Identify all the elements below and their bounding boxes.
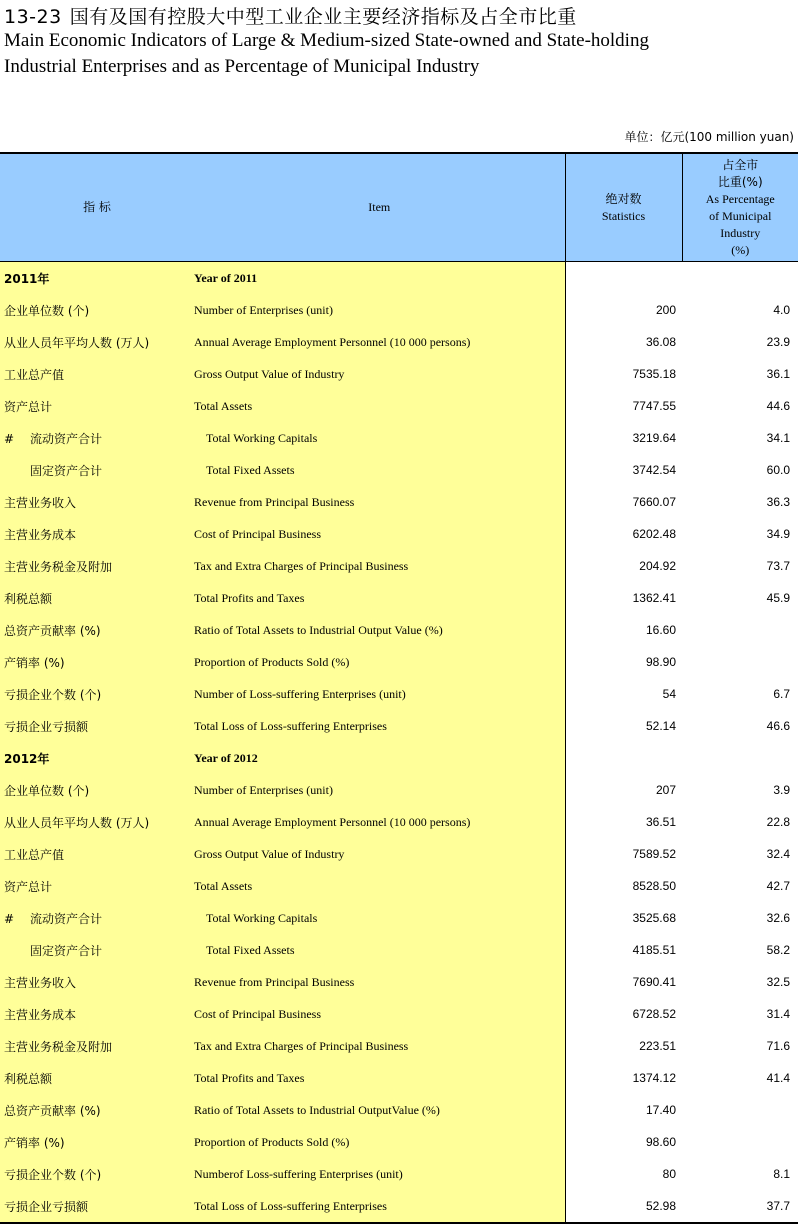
indicator-cn: 亏损企业个数 (个): [4, 1168, 101, 1182]
percentage-value: 41.4: [682, 1062, 798, 1094]
indicator-en-cell: [194, 486, 565, 518]
indicator-cn: 从业人员年平均人数 (万人): [4, 336, 149, 350]
percentage-value: 42.7: [682, 870, 798, 902]
statistics-value: 36.51: [565, 806, 682, 838]
indicator-en: Annual Average Employment Personnel (10 000 persons): [194, 335, 470, 349]
indicator-cn: 固定资产合计: [30, 944, 102, 958]
indicator-cn-cell: [0, 358, 194, 390]
indicator-en-cell: [194, 646, 565, 678]
percentage-value: 6.7: [682, 678, 798, 710]
statistics-value: 17.40: [565, 1094, 682, 1126]
indicator-en-cell: [194, 1062, 565, 1094]
indicator-en: Total Assets: [194, 879, 252, 893]
indicator-cn: 主营业务收入: [4, 496, 76, 510]
indicator-cn: 资产总计: [4, 400, 52, 414]
sub-item-marker: #: [4, 912, 30, 926]
header-indicator-label: 指 标: [83, 200, 111, 214]
percentage-value: 37.7: [682, 1190, 798, 1223]
indicator-cn: 企业单位数 (个): [4, 784, 89, 798]
indicator-cn-cell: [0, 518, 194, 550]
indicator-cn: 亏损企业个数 (个): [4, 688, 101, 702]
indicator-cn-cell: [0, 710, 194, 742]
indicator-en-cell: [194, 1190, 565, 1223]
indicator-en: Number of Loss-suffering Enterprises (unit): [194, 687, 406, 701]
statistics-value: 7589.52: [565, 838, 682, 870]
indicator-cn: 亏损企业亏损额: [4, 1200, 88, 1214]
percentage-value: 36.3: [682, 486, 798, 518]
indicator-cn-cell: [0, 582, 194, 614]
indicator-en-cell: [194, 838, 565, 870]
header-pct-en4: (%): [683, 242, 798, 259]
indicator-cn-cell: [0, 902, 194, 934]
table-row: [0, 902, 798, 934]
table-row: [0, 838, 798, 870]
indicator-cn-cell: [0, 1126, 194, 1158]
percentage-value: 71.6: [682, 1030, 798, 1062]
year-label-en: Year of 2012: [194, 742, 565, 774]
indicator-en: Proportion of Products Sold (%): [194, 1135, 349, 1149]
indicator-cn: 资产总计: [4, 880, 52, 894]
table-row: [0, 678, 798, 710]
table-row: [0, 934, 798, 966]
indicator-en-cell: [194, 806, 565, 838]
header-indicator: [0, 153, 194, 262]
indicator-cn-cell: [0, 998, 194, 1030]
indicator-en: Cost of Principal Business: [194, 1007, 321, 1021]
indicator-cn: 主营业务税金及附加: [4, 1040, 112, 1054]
statistics-value: 3742.54: [565, 454, 682, 486]
header-pct-cn2: 比重(%): [683, 174, 798, 191]
table-row: [0, 454, 798, 486]
indicator-en: Total Fixed Assets: [194, 463, 295, 477]
indicator-en-cell: [194, 1094, 565, 1126]
table-row: [0, 710, 798, 742]
indicator-en-cell: [194, 902, 565, 934]
indicator-en-cell: [194, 390, 565, 422]
indicator-en-cell: [194, 582, 565, 614]
indicator-en: Total Loss of Loss-suffering Enterprises: [194, 719, 387, 733]
indicator-cn-cell: [0, 1094, 194, 1126]
indicator-cn: 利税总额: [4, 592, 52, 606]
indicator-cn: 产销率 (%): [4, 1136, 65, 1150]
indicator-en-cell: [194, 326, 565, 358]
statistics-value: 6202.48: [565, 518, 682, 550]
indicator-cn-cell: [0, 1158, 194, 1190]
indicator-cn: 主营业务税金及附加: [4, 560, 112, 574]
year-stat-empty: [565, 262, 682, 295]
indicator-cn-cell: [0, 934, 194, 966]
statistics-value: 223.51: [565, 1030, 682, 1062]
table-row: [0, 998, 798, 1030]
indicator-en-cell: [194, 710, 565, 742]
statistics-value: 207: [565, 774, 682, 806]
indicator-en-cell: [194, 1030, 565, 1062]
percentage-value: 34.1: [682, 422, 798, 454]
statistics-value: 6728.52: [565, 998, 682, 1030]
table-row: [0, 390, 798, 422]
table-row: [0, 422, 798, 454]
indicator-cn: 流动资产合计: [30, 912, 102, 926]
indicator-en: Annual Average Employment Personnel (10 000 persons): [194, 815, 470, 829]
statistics-value: 98.60: [565, 1126, 682, 1158]
table-row: [0, 326, 798, 358]
statistics-value: 16.60: [565, 614, 682, 646]
indicator-cn: 企业单位数 (个): [4, 304, 89, 318]
indicator-cn-cell: [0, 326, 194, 358]
indicator-en: Cost of Principal Business: [194, 527, 321, 541]
indicator-cn-cell: [0, 678, 194, 710]
percentage-value: [682, 1126, 798, 1158]
indicator-en: Tax and Extra Charges of Principal Business: [194, 559, 408, 573]
table-row: [0, 294, 798, 326]
indicator-cn: 亏损企业亏损额: [4, 720, 88, 734]
year-row: [0, 262, 798, 295]
indicator-cn-cell: [0, 454, 194, 486]
indicator-en-cell: [194, 934, 565, 966]
year-label-en: Year of 2011: [194, 262, 565, 295]
statistics-value: 52.98: [565, 1190, 682, 1223]
percentage-value: 46.6: [682, 710, 798, 742]
table-row: [0, 550, 798, 582]
sub-item-marker: #: [4, 432, 30, 446]
indicator-en-cell: [194, 294, 565, 326]
statistics-value: 4185.51: [565, 934, 682, 966]
table-row: [0, 358, 798, 390]
table-row: [0, 486, 798, 518]
indicator-cn-cell: [0, 966, 194, 998]
table-row: [0, 1190, 798, 1223]
indicator-en: Ratio of Total Assets to Industrial OutputValue (%): [194, 1103, 440, 1117]
indicator-cn-cell: [0, 838, 194, 870]
statistics-value: 3525.68: [565, 902, 682, 934]
table-body: [0, 262, 798, 1224]
header-statistics: [565, 153, 682, 262]
header-stat-cn: 绝对数: [566, 191, 682, 208]
table-row: [0, 966, 798, 998]
percentage-value: 3.9: [682, 774, 798, 806]
indicator-en-cell: [194, 966, 565, 998]
percentage-value: 36.1: [682, 358, 798, 390]
header-item: [194, 153, 565, 262]
indicator-cn: 工业总产值: [4, 368, 64, 382]
indicator-cn: 总资产贡献率 (%): [4, 624, 101, 638]
table-row: [0, 582, 798, 614]
indicator-cn-cell: [0, 294, 194, 326]
year-row: [0, 742, 798, 774]
indicator-cn: 产销率 (%): [4, 656, 65, 670]
indicator-cn: 利税总额: [4, 1072, 52, 1086]
percentage-value: 4.0: [682, 294, 798, 326]
indicator-en-cell: [194, 550, 565, 582]
indicator-en: Total Working Capitals: [194, 431, 317, 445]
year-stat-empty: [565, 742, 682, 774]
indicator-en-cell: [194, 614, 565, 646]
statistics-value: 3219.64: [565, 422, 682, 454]
percentage-value: [682, 1094, 798, 1126]
header-stat-en: Statistics: [566, 208, 682, 225]
title-cn-text: 国有及国有控股大中型工业企业主要经济指标及占全市比重: [70, 6, 577, 28]
statistics-value: 36.08: [565, 326, 682, 358]
header-item-label: Item: [368, 200, 390, 214]
statistics-value: 52.14: [565, 710, 682, 742]
indicator-cn: 主营业务成本: [4, 1008, 76, 1022]
indicator-en: Proportion of Products Sold (%): [194, 655, 349, 669]
table-number: 13-23: [4, 6, 62, 28]
percentage-value: 32.4: [682, 838, 798, 870]
indicator-cn-cell: [0, 806, 194, 838]
percentage-value: 58.2: [682, 934, 798, 966]
indicator-en: Tax and Extra Charges of Principal Business: [194, 1039, 408, 1053]
indicator-en-cell: [194, 774, 565, 806]
page-title-en-line2: Industrial Enterprises and as Percentage of Municipal Industry: [4, 54, 794, 80]
indicator-en-cell: [194, 422, 565, 454]
indicator-en: Numberof Loss-suffering Enterprises (unit): [194, 1167, 403, 1181]
year-pct-empty: [682, 262, 798, 295]
indicator-en: Gross Output Value of Industry: [194, 367, 344, 381]
year-pct-empty: [682, 742, 798, 774]
indicator-en: Number of Enterprises (unit): [194, 783, 333, 797]
statistics-value: 200: [565, 294, 682, 326]
indicator-en-cell: [194, 454, 565, 486]
indicator-en: Revenue from Principal Business: [194, 975, 354, 989]
statistics-value: 54: [565, 678, 682, 710]
statistics-value: 7660.07: [565, 486, 682, 518]
indicator-en-cell: [194, 1126, 565, 1158]
indicator-cn-cell: [0, 1190, 194, 1223]
indicator-cn-cell: [0, 1030, 194, 1062]
indicator-en: Number of Enterprises (unit): [194, 303, 333, 317]
indicator-cn: 从业人员年平均人数 (万人): [4, 816, 149, 830]
indicator-cn: 工业总产值: [4, 848, 64, 862]
indicator-cn: 固定资产合计: [30, 464, 102, 478]
table-row: [0, 614, 798, 646]
statistics-value: 1374.12: [565, 1062, 682, 1094]
indicator-cn-cell: [0, 870, 194, 902]
indicator-en: Total Fixed Assets: [194, 943, 295, 957]
percentage-value: 45.9: [682, 582, 798, 614]
percentage-value: 60.0: [682, 454, 798, 486]
indicator-en: Total Loss of Loss-suffering Enterprises: [194, 1199, 387, 1213]
indicator-en-cell: [194, 870, 565, 902]
unit-note: 单位：亿元(100 million yuan): [624, 128, 794, 145]
statistics-value: 7535.18: [565, 358, 682, 390]
indicator-en-cell: [194, 998, 565, 1030]
statistics-value: 1362.41: [565, 582, 682, 614]
table-row: [0, 518, 798, 550]
percentage-value: 31.4: [682, 998, 798, 1030]
page-title-cn: [4, 6, 794, 28]
percentage-value: 22.8: [682, 806, 798, 838]
indicator-cn-cell: [0, 550, 194, 582]
indicator-cn-cell: [0, 646, 194, 678]
indicator-cn: 主营业务收入: [4, 976, 76, 990]
table-row: [0, 646, 798, 678]
indicator-en: Ratio of Total Assets to Industrial Output Value (%): [194, 623, 443, 637]
header-pct-cn1: 占全市: [683, 157, 798, 174]
percentage-value: 44.6: [682, 390, 798, 422]
indicator-cn-cell: [0, 486, 194, 518]
header-pct-en1: As Percentage: [683, 191, 798, 208]
indicator-cn: 主营业务成本: [4, 528, 76, 542]
indicator-cn-cell: [0, 390, 194, 422]
table-row: [0, 1030, 798, 1062]
indicator-en: Total Profits and Taxes: [194, 591, 304, 605]
table-header-row: [0, 153, 798, 262]
header-pct-en2: of Municipal: [683, 208, 798, 225]
page-title-en-line1: Main Economic Indicators of Large & Medium-sized State-owned and State-holding: [4, 28, 794, 54]
indicator-cn: 流动资产合计: [30, 432, 102, 446]
percentage-value: 32.5: [682, 966, 798, 998]
statistics-value: 7747.55: [565, 390, 682, 422]
percentage-value: 73.7: [682, 550, 798, 582]
percentage-value: 8.1: [682, 1158, 798, 1190]
percentage-value: 34.9: [682, 518, 798, 550]
indicator-cn-cell: [0, 1062, 194, 1094]
percentage-value: 32.6: [682, 902, 798, 934]
table-row: [0, 1158, 798, 1190]
header-percentage: [682, 153, 798, 262]
year-label-cn: 2011年: [0, 262, 194, 295]
title-block: [4, 6, 794, 80]
indicator-en: Gross Output Value of Industry: [194, 847, 344, 861]
percentage-value: [682, 614, 798, 646]
year-label-cn: 2012年: [0, 742, 194, 774]
statistics-value: 204.92: [565, 550, 682, 582]
indicator-en-cell: [194, 518, 565, 550]
indicator-cn-cell: [0, 422, 194, 454]
indicator-cn-cell: [0, 774, 194, 806]
table-row: [0, 1062, 798, 1094]
indicator-cn-cell: [0, 614, 194, 646]
table-row: [0, 774, 798, 806]
table-row: [0, 1094, 798, 1126]
statistics-value: 98.90: [565, 646, 682, 678]
indicator-en-cell: [194, 1158, 565, 1190]
statistics-value: 7690.41: [565, 966, 682, 998]
statistics-value: 80: [565, 1158, 682, 1190]
indicator-table: [0, 152, 798, 1224]
indicator-en: Total Profits and Taxes: [194, 1071, 304, 1085]
table-row: [0, 806, 798, 838]
table-row: [0, 1126, 798, 1158]
indicator-en: Total Assets: [194, 399, 252, 413]
statistics-value: 8528.50: [565, 870, 682, 902]
indicator-en-cell: [194, 678, 565, 710]
header-pct-en3: Industry: [683, 225, 798, 242]
percentage-value: [682, 646, 798, 678]
indicator-en-cell: [194, 358, 565, 390]
indicator-cn: 总资产贡献率 (%): [4, 1104, 101, 1118]
table-row: [0, 870, 798, 902]
indicator-en: Total Working Capitals: [194, 911, 317, 925]
indicator-en: Revenue from Principal Business: [194, 495, 354, 509]
percentage-value: 23.9: [682, 326, 798, 358]
indicator-table-wrap: [0, 152, 798, 1224]
